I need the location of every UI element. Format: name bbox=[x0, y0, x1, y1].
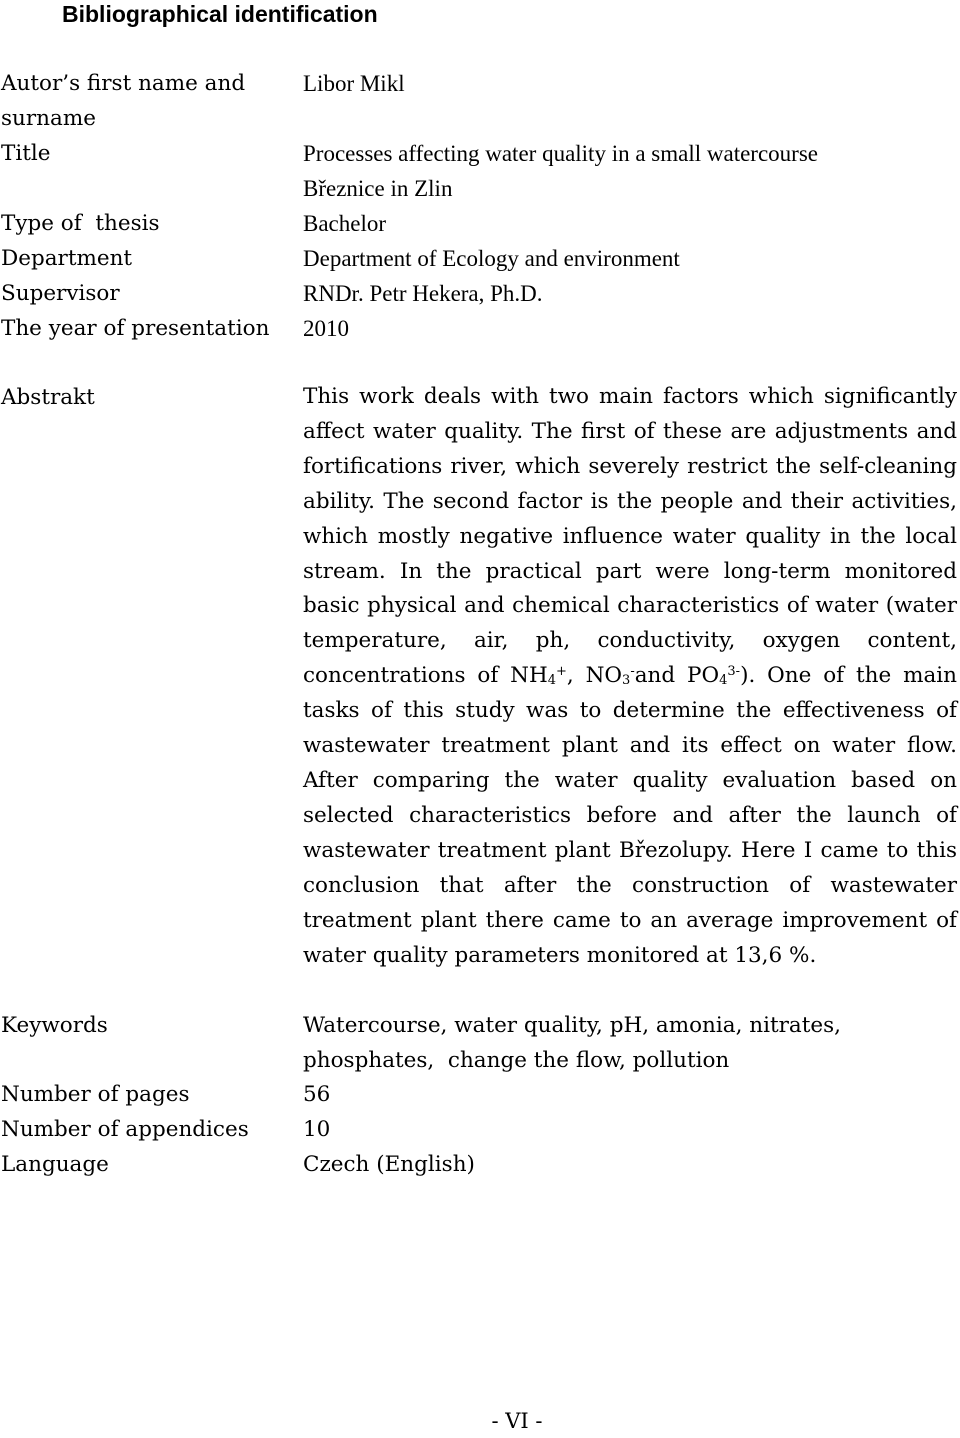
appendices-label: Number of appendices bbox=[1, 1117, 249, 1142]
language-value: Czech (English) bbox=[303, 1152, 475, 1177]
keywords-label: Keywords bbox=[1, 1013, 108, 1038]
chem-text: and PO bbox=[634, 663, 720, 689]
title-value bbox=[303, 136, 957, 206]
page-number bbox=[0, 1404, 960, 1438]
chem-subscript: 3 bbox=[622, 673, 631, 689]
abstract-text bbox=[303, 380, 957, 973]
appendices-value: 10 bbox=[303, 1117, 331, 1142]
abstract-line: wastewater treatment plant and its effect on water flow. bbox=[303, 733, 957, 759]
pages-label: Number of pages bbox=[1, 1082, 190, 1107]
abstract-line: After comparing the water quality evaluation based on bbox=[303, 767, 957, 793]
supervisor-label: Supervisor bbox=[1, 281, 120, 306]
abstract-line: stream. In the practical part were long-term monitored bbox=[303, 558, 957, 584]
abstract-line: affect water quality. The first of these are adjustments and bbox=[303, 418, 957, 444]
abstract-line: This work deals with two main factors which significantly bbox=[303, 384, 957, 409]
keywords-value bbox=[303, 1008, 957, 1078]
page-number-text: - VI - bbox=[491, 1409, 543, 1433]
abstract-line: fortifications river, which severely restrict the self-cleaning bbox=[303, 453, 957, 479]
abstract-line: water quality parameters monitored at 13,6 %. bbox=[303, 942, 817, 968]
abstract-line: which mostly negative influence water quality in the local bbox=[303, 523, 957, 549]
supervisor-value: RNDr. Petr Hekera, Ph.D. bbox=[303, 281, 543, 306]
abstract-line: treatment plant there came to an average improvement of bbox=[303, 907, 957, 933]
abstract-label: Abstrakt bbox=[1, 385, 95, 410]
abstract-line: ability. The second factor is the people and their activities, bbox=[303, 488, 957, 514]
abstract-chem-line bbox=[303, 659, 957, 694]
author-value: Libor Mikl bbox=[303, 71, 405, 96]
keywords-line: Watercourse, water quality, pH, amonia, nitrates, bbox=[303, 1013, 841, 1038]
abstract-line: tasks of this study was to determine the effectiveness of bbox=[303, 698, 957, 724]
chem-superscript: - bbox=[630, 664, 635, 680]
chem-subscript: 4 bbox=[547, 673, 556, 689]
abstract-line: basic physical and chemical characteristics of water (water bbox=[303, 593, 957, 619]
abstract-line: temperature, air, ph, conductivity, oxygen content, bbox=[303, 628, 957, 654]
abstract-line: selected characteristics before and after the launch of bbox=[303, 802, 957, 828]
year-label: The year of presentation bbox=[1, 316, 270, 341]
abstract-line: wastewater treatment plant Březolupy. Here I came to this bbox=[303, 837, 957, 863]
chem-text: ). One of the main bbox=[740, 663, 957, 689]
language-label: Language bbox=[1, 1152, 109, 1177]
chem-text: , NO bbox=[566, 663, 623, 689]
chem-superscript: 3- bbox=[727, 664, 741, 680]
author-label: Autor’s first name and surname bbox=[1, 71, 246, 131]
thesis-type-label: Type of thesis bbox=[1, 211, 160, 236]
title-value-line: Processes affecting water quality in a small watercourse bbox=[303, 141, 818, 166]
year-value: 2010 bbox=[303, 316, 349, 341]
section-heading: Bibliographical identification bbox=[62, 1, 378, 27]
pages-value: 56 bbox=[303, 1082, 331, 1107]
abstract-line: conclusion that after the construction of wastewater bbox=[303, 872, 957, 898]
title-value-line: Březnice in Zlin bbox=[303, 176, 453, 201]
chem-superscript: + bbox=[556, 664, 567, 680]
department-label: Department bbox=[1, 246, 133, 271]
chem-subscript: 4 bbox=[719, 673, 728, 689]
thesis-type-value: Bachelor bbox=[303, 211, 387, 236]
chem-text: concentrations of NH bbox=[303, 663, 548, 689]
title-label: Title bbox=[1, 141, 51, 166]
keywords-line: phosphates, change the flow, pollution bbox=[303, 1048, 730, 1073]
department-value: Department of Ecology and environment bbox=[303, 246, 680, 271]
